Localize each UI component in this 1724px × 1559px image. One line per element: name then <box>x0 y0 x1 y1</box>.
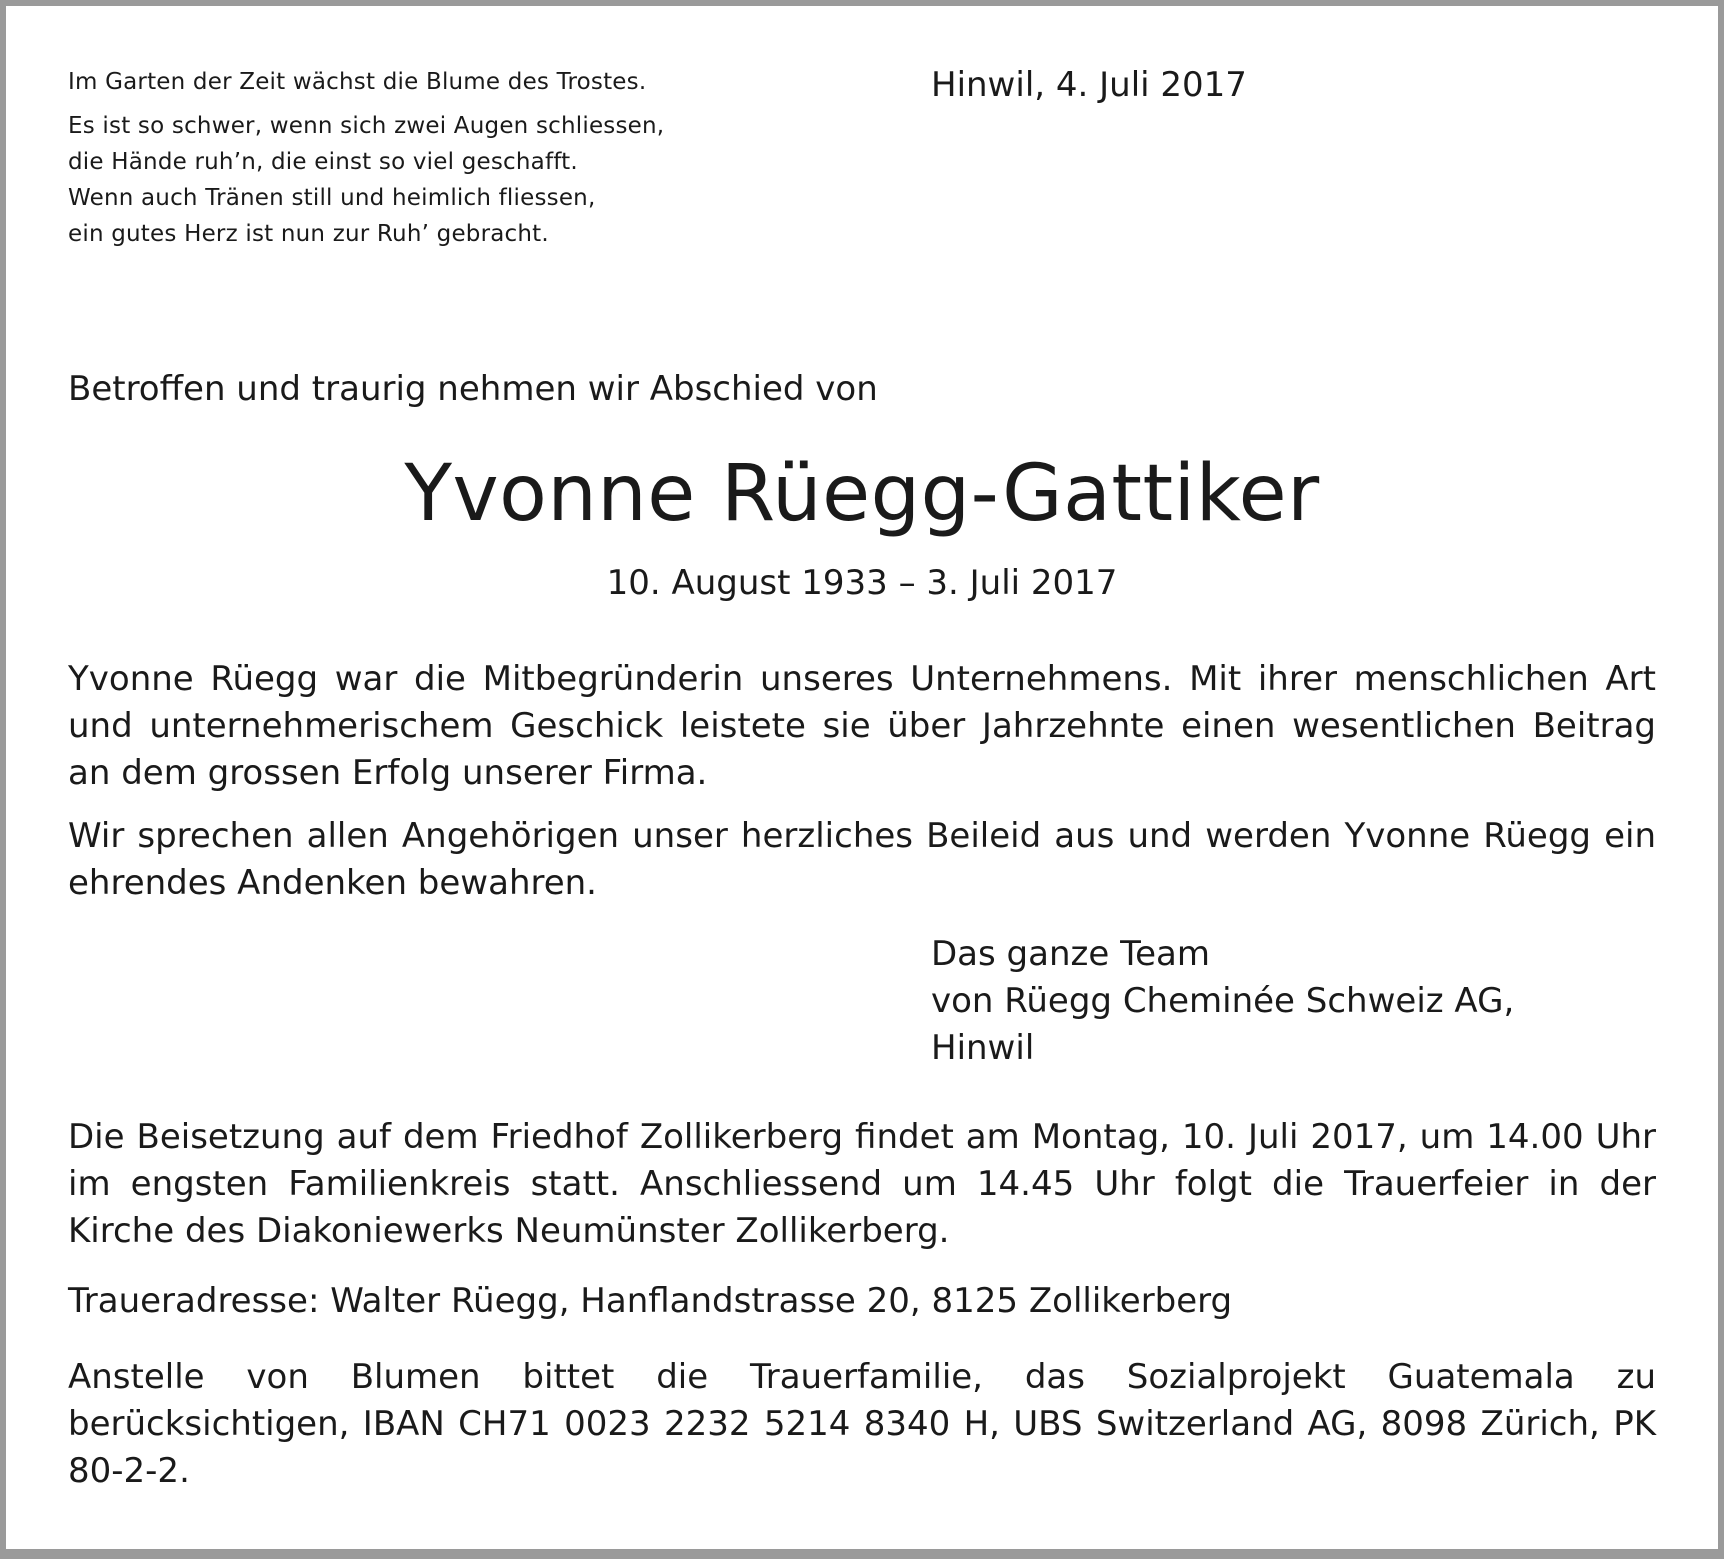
body-paragraph: Yvonne Rüegg war die Mitbegründerin unseres Unternehmens. Mit ihrer menschlichen Art und unternehmerischem Geschick leistete sie über Jahrzehnte einen wesentlichen Beitrag an dem grossen Erfolg unserer Firma. <box>68 659 1656 793</box>
life-dates: 10. August 1933 – 3. Juli 2017 <box>606 563 1118 603</box>
deceased-name: Yvonne Rüegg-Gattiker <box>404 449 1320 539</box>
donation-note: Anstelle von Blumen bittet die Trauerfamilie, das Sozialprojekt Guatemala zu berücksichtigen, IBAN CH71 0023 2232 5214 8340 H, UBS Switzerland AG, 8098 Zürich, PK 80-2-2. <box>68 1357 1656 1491</box>
signature-line: Hinwil <box>931 1028 1035 1068</box>
poem-line: die Hände ruh’n, die einst so viel geschafft. <box>68 149 578 175</box>
signature-block <box>931 931 1514 1072</box>
poem-line: Es ist so schwer, wenn sich zwei Augen schliessen, <box>68 113 665 139</box>
signature-line: Das ganze Team <box>931 934 1210 974</box>
poem-block <box>68 64 664 252</box>
place-date: Hinwil, 4. Juli 2017 <box>931 65 1247 105</box>
body-paragraph: Wir sprechen allen Angehörigen unser herzliches Beileid aus und werden Yvonne Rüegg ein ehrendes Andenken bewahren. <box>68 816 1656 903</box>
poem-first-line: Im Garten der Zeit wächst die Blume des Trostes. <box>68 69 647 95</box>
poem-line: ein gutes Herz ist nun zur Ruh’ gebracht. <box>68 221 549 247</box>
poem-line: Wenn auch Tränen still und heimlich fliessen, <box>68 185 596 211</box>
signature-line: von Rüegg Cheminée Schweiz AG, <box>931 981 1515 1021</box>
mourning-address: Traueradresse: Walter Rüegg, Hanflandstrasse 20, 8125 Zollikerberg <box>68 1281 1233 1321</box>
funeral-details: Die Beisetzung auf dem Friedhof Zollikerberg findet am Montag, 10. Juli 2017, um 14.00 Uhr im engsten Familienkreis statt. Anschliessend um 14.45 Uhr folgt die Trauerfeier in der Kirche des Diakoniewerks Neumünster Zollikerberg. <box>68 1117 1656 1251</box>
intro-text: Betroffen und traurig nehmen wir Abschied von <box>68 369 878 409</box>
